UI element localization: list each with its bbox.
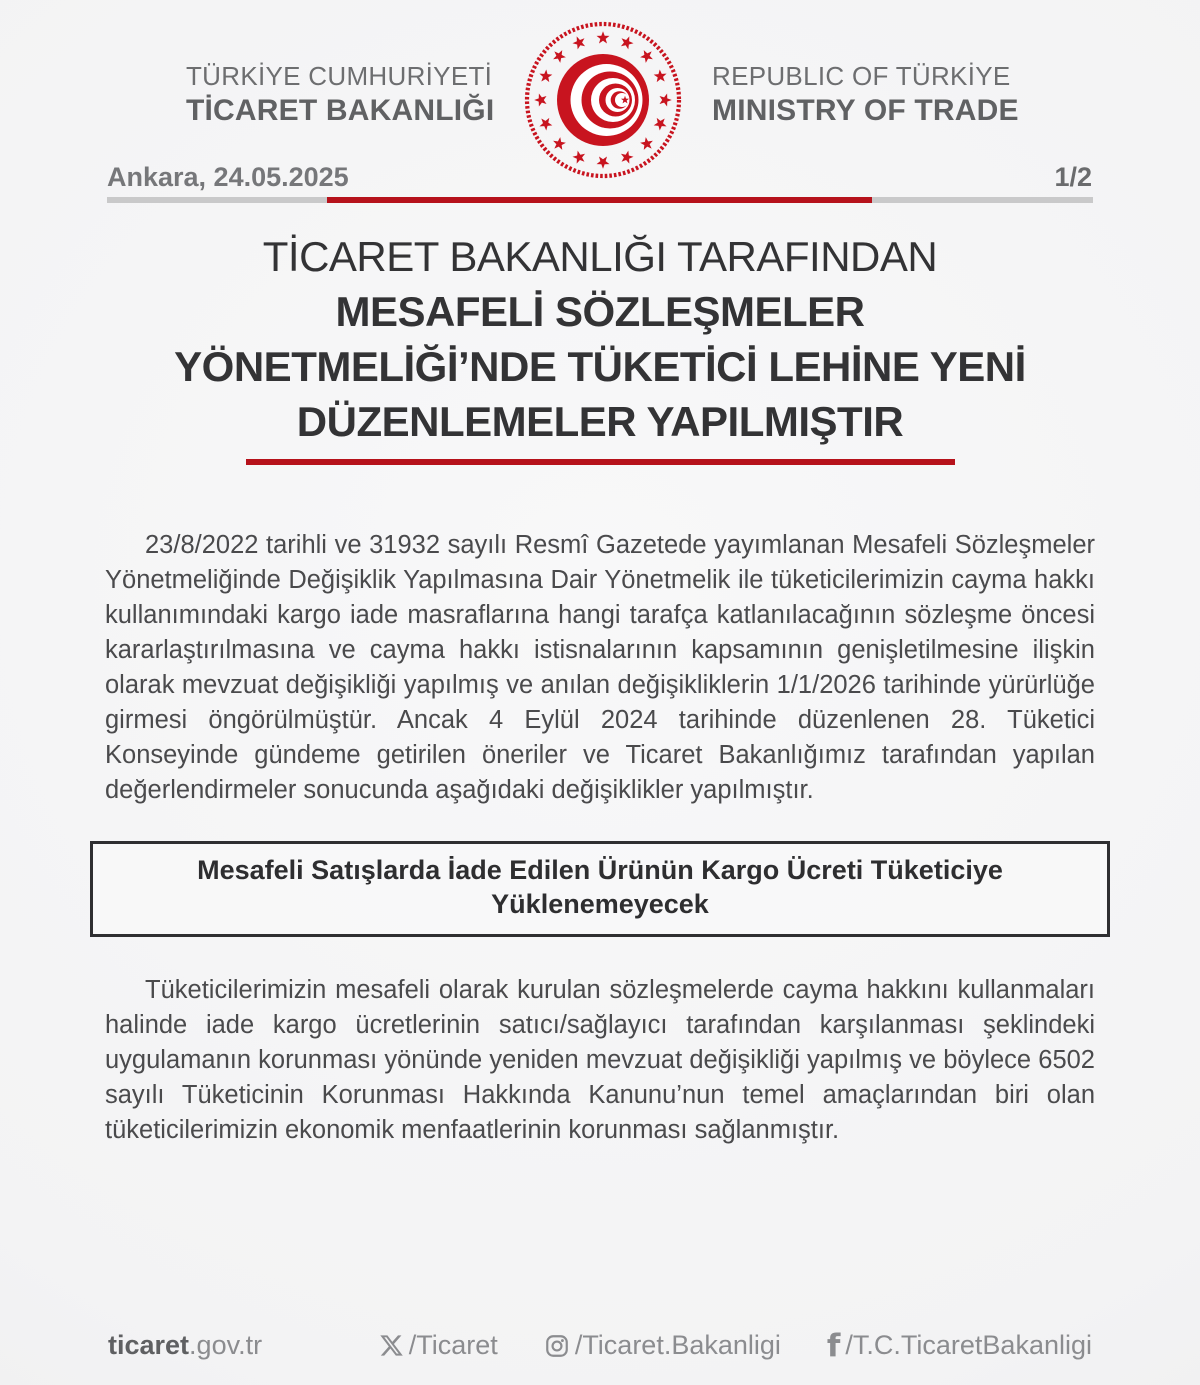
x-handle: /Ticaret	[408, 1330, 498, 1360]
paragraph-1: 23/8/2022 tarihli ve 31932 sayılı Resmî Gazetede yayımlanan Mesafeli Sözleşmeler Yönetmeliğinde Değişiklik Yapılmasına Dair Yönetmelik ile tüketicilerimizin cayma hakkı kullanımındaki kargo iade masraflarına hangi tarafça katlanılacağının sözleşme öncesi kararlaştırılmasına ve cayma hakkı istisnalarının kapsamının genişletilmesine ilişkin olarak mevzuat değişikliği yapılmış ve anılan değişikliklerin 1/1/2026 tarihinde yürürlüğe girmesi öngörülmüştür. Ancak 4 Eylül 2024 tarihinde düzenlenen 28. Tüketici Konseyinde gündeme getirilen öneriler ve Ticaret Bakanlığımız tarafından yapılan değerlendirmeler sonucunda aşağıdaki değişiklikler yapılmıştır.	[105, 531, 1095, 804]
title-line-2: YÖNETMELİĞİ’NDE TÜKETİCİ LEHİNE YENİ	[174, 343, 1026, 390]
dateline: Ankara, 24.05.2025	[107, 162, 349, 192]
title-line-1: MESAFELİ SÖZLEŞMELER	[335, 288, 865, 335]
header-rule-gray-right	[872, 197, 1093, 203]
org-right-line1: REPUBLIC OF TÜRKİYE	[712, 61, 1011, 91]
section-heading: Mesafeli Satışlarda İade Edilen Ürünün Kargo Ücreti Tüketiciye Yüklenemeyecek	[197, 855, 1003, 919]
footer	[108, 1327, 1092, 1364]
website-link[interactable]	[108, 1330, 262, 1361]
section-heading-box	[90, 841, 1110, 937]
x-icon	[379, 1333, 404, 1358]
org-left-line2: TİCARET BAKANLIĞI	[186, 94, 495, 127]
org-left-line1: TÜRKİYE CUMHURİYETİ	[186, 61, 493, 91]
org-right-line2: MINISTRY OF TRADE	[712, 94, 1019, 127]
header-rule-red	[327, 197, 872, 203]
header-rule-gray-left	[107, 197, 327, 203]
paragraph-2: Tüketicilerimizin mesafeli olarak kurulan sözleşmelerde cayma hakkını kullanmaları halinde iade kargo ücretlerinin satıcı/sağlayıcı tarafından karşılanması şeklindeki uygulamanın korunması yönünde yeniden mevzuat değişikliği yapılmış ve böylece 6502 sayılı Tüketicinin Korunması Hakkında Kanunu’nun temel amaçlarından biri olan tüketicilerimizin ekonomik menfaatlerinin korunması sağlanmıştır.	[105, 976, 1095, 1144]
page-number: 1/2	[1054, 162, 1092, 192]
title-underline-rule	[246, 459, 955, 465]
ministry-of-trade-emblem-logo	[523, 20, 683, 180]
title-line-3: DÜZENLEMELER YAPILMIŞTIR	[296, 398, 904, 445]
instagram-handle: /Ticaret.Bakanligi	[574, 1330, 781, 1360]
ministry-emblem-icon	[523, 20, 683, 180]
website-rest-part: .gov.tr	[189, 1330, 263, 1360]
org-name-turkish	[186, 60, 495, 128]
title-kicker: TİCARET BAKANLIĞI TARAFINDAN	[262, 233, 938, 280]
document-content	[0, 229, 1200, 1148]
org-name-english	[712, 60, 1032, 128]
website-bold-part: ticaret	[108, 1330, 190, 1360]
document-title	[0, 229, 1200, 449]
facebook-handle: /T.C.TicaretBakanligi	[845, 1330, 1092, 1360]
instagram-social-link[interactable]	[544, 1330, 781, 1361]
social-links	[379, 1327, 1092, 1364]
instagram-icon	[544, 1333, 570, 1359]
facebook-icon: f	[826, 1327, 841, 1364]
header-rule	[107, 197, 1093, 203]
facebook-social-link[interactable]	[826, 1327, 1092, 1364]
x-social-link[interactable]	[379, 1330, 498, 1361]
